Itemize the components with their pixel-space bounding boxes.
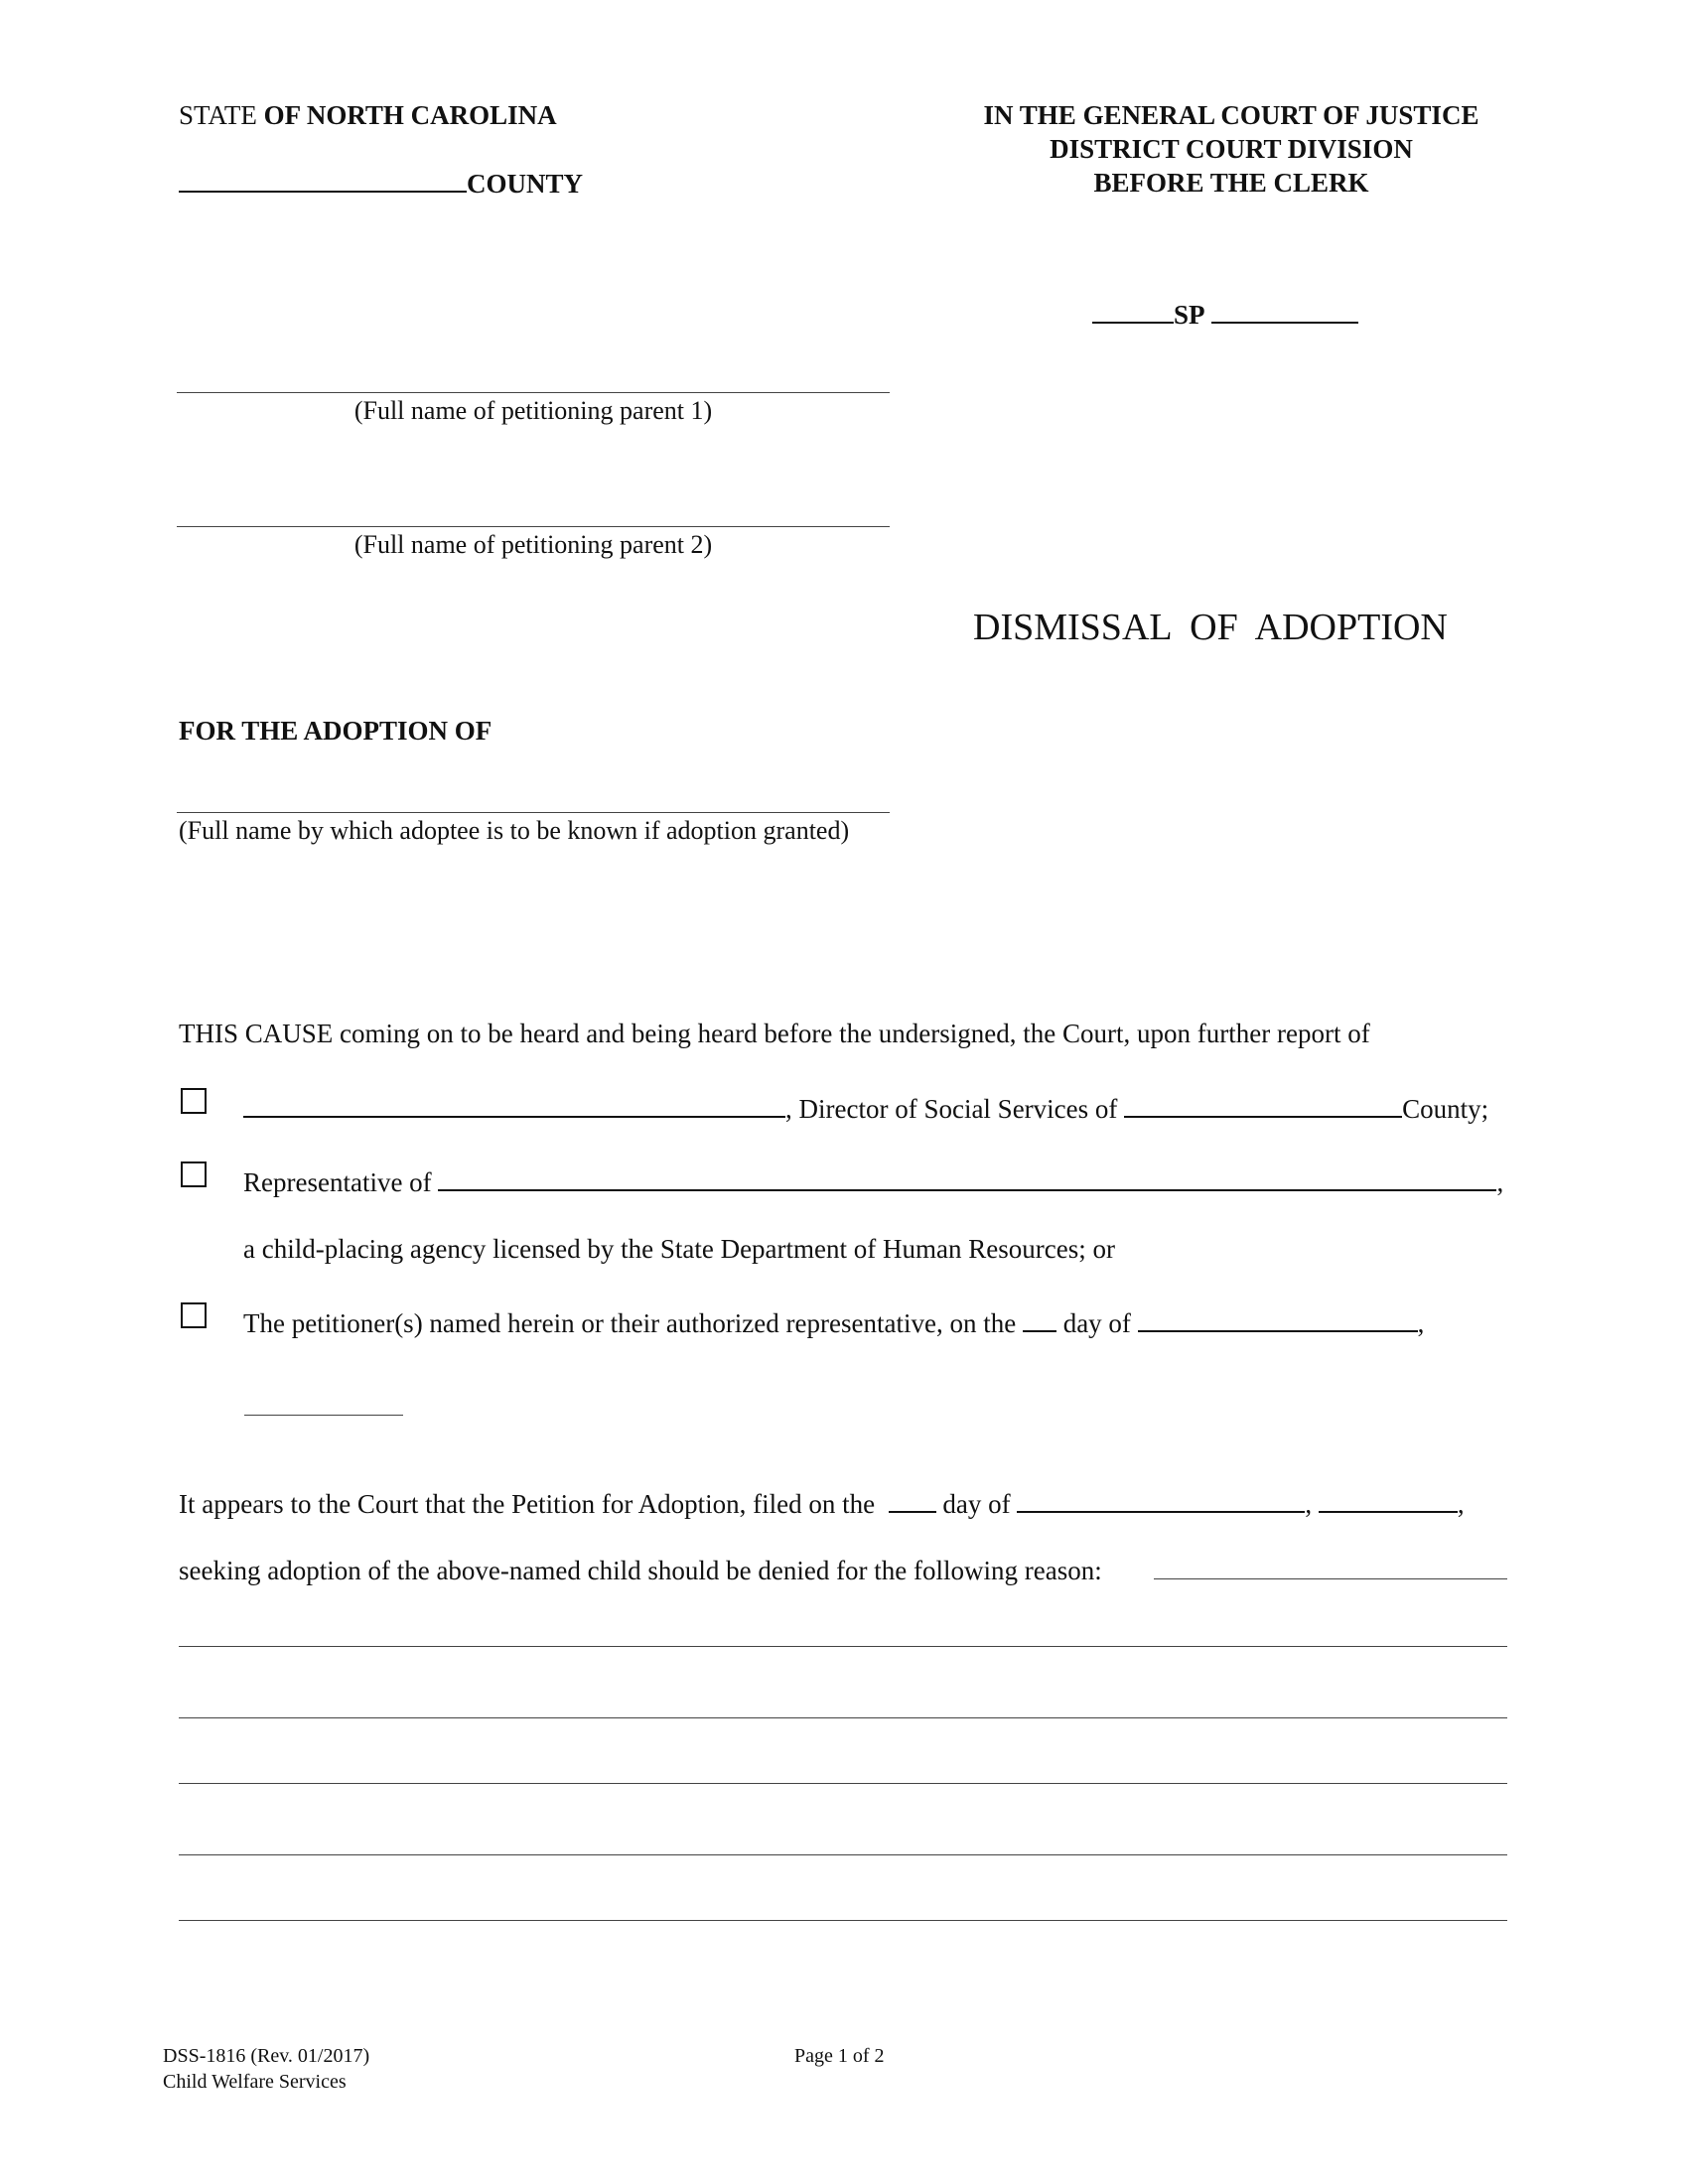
parent1-name-field[interactable] xyxy=(177,392,890,393)
parent2-label: (Full name of petitioning parent 2) xyxy=(353,530,713,559)
court-line-1: IN THE GENERAL COURT OF JUSTICE xyxy=(983,100,1479,130)
reason-line-4[interactable] xyxy=(179,1854,1507,1855)
parent2-name-field[interactable] xyxy=(177,526,890,527)
adoptee-label: (Full name by which adoptee is to be known if adoption granted) xyxy=(179,816,850,845)
reason-line-3[interactable] xyxy=(179,1783,1507,1784)
reason-line-start[interactable] xyxy=(1154,1578,1507,1579)
filed-day-field[interactable] xyxy=(889,1487,936,1513)
form-id: DSS-1816 (Rev. 01/2017) xyxy=(163,2045,370,2067)
agency-name-field[interactable] xyxy=(438,1165,1496,1191)
document-title: DISMISSAL OF ADOPTION xyxy=(973,607,1448,648)
option-director-checkbox[interactable] xyxy=(181,1088,207,1114)
county-label: COUNTY xyxy=(467,169,584,199)
adoption-of-heading: FOR THE ADOPTION OF xyxy=(179,716,492,746)
option-agency-checkbox[interactable] xyxy=(181,1161,207,1187)
file-code: SP xyxy=(1174,300,1205,330)
agency-label: Representative of xyxy=(243,1167,432,1197)
agency-comma: , xyxy=(1496,1167,1504,1197)
option-petitioner-row xyxy=(243,1306,1424,1339)
filed-year-field[interactable] xyxy=(1319,1487,1458,1513)
state-heading xyxy=(179,99,557,131)
county-line xyxy=(179,167,583,200)
adoptee-name-field[interactable] xyxy=(177,812,890,813)
page-number: Page 1 of 2 xyxy=(794,2045,885,2067)
option-agency-row xyxy=(243,1165,1503,1198)
appears-label: It appears to the Court that the Petition for Adoption, filed on the xyxy=(179,1489,876,1519)
intro-paragraph: THIS CAUSE coming on to be heard and being heard before the undersigned, the Court, upon further report of xyxy=(179,1019,1370,1048)
petitioner-year-field[interactable] xyxy=(244,1415,403,1416)
filed-day-label: day of xyxy=(942,1489,1011,1519)
reason-line-2[interactable] xyxy=(179,1717,1507,1718)
court-line-2: DISTRICT COURT DIVISION xyxy=(1050,134,1413,164)
county-field[interactable] xyxy=(179,167,467,193)
state-name: OF NORTH CAROLINA xyxy=(263,100,557,130)
petitioner-month-field[interactable] xyxy=(1138,1306,1418,1332)
petitioner-comma: , xyxy=(1417,1308,1425,1338)
petitioner-day-field[interactable] xyxy=(1023,1306,1056,1332)
director-label: , Director of Social Services of xyxy=(785,1094,1118,1124)
option-director-row xyxy=(243,1092,1488,1125)
file-number xyxy=(1092,298,1358,331)
filed-comma-2: , xyxy=(1457,1489,1465,1519)
reason-line-1[interactable] xyxy=(179,1646,1507,1647)
option-petitioner-checkbox[interactable] xyxy=(181,1302,207,1328)
director-county-field[interactable] xyxy=(1124,1092,1402,1118)
filed-month-field[interactable] xyxy=(1017,1487,1305,1513)
reason-intro: seeking adoption of the above-named child should be denied for the following reason: xyxy=(179,1556,1102,1585)
director-name-field[interactable] xyxy=(243,1092,785,1118)
state-prefix: STATE xyxy=(179,100,257,130)
file-year-field[interactable] xyxy=(1092,298,1174,324)
parent1-label: (Full name of petitioning parent 1) xyxy=(353,396,713,425)
petitioner-day-label: day of xyxy=(1062,1308,1131,1338)
petitioner-label: The petitioner(s) named herein or their authorized representative, on the xyxy=(243,1308,1017,1338)
filed-comma-1: , xyxy=(1305,1489,1313,1519)
appears-row xyxy=(179,1487,1465,1520)
file-number-field[interactable] xyxy=(1211,298,1358,324)
director-county-label: County; xyxy=(1402,1094,1489,1124)
division: Child Welfare Services xyxy=(163,2071,347,2093)
court-line-3: BEFORE THE CLERK xyxy=(1093,168,1369,198)
agency-continuation: a child-placing agency licensed by the State Department of Human Resources; or xyxy=(243,1234,1115,1264)
reason-line-5[interactable] xyxy=(179,1920,1507,1921)
